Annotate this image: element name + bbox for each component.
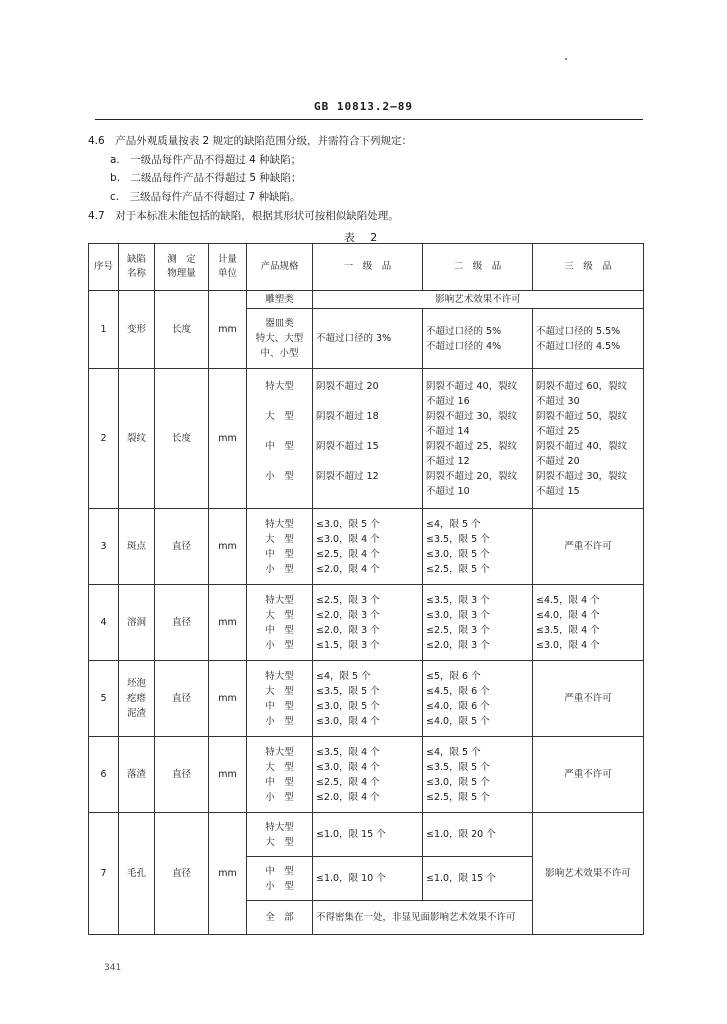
grade-1-value: ≤4，限 5 个 ≤3.5，限 5 个 ≤3.0，限 5 个 ≤3.0，限 4 个 xyxy=(313,661,423,737)
grade-1-value: ≤1.0，限 10 个 xyxy=(313,857,423,901)
defect-name: 坯泡 疙瘩 泥渣 xyxy=(119,661,155,737)
clause-4-6-b: b. 二级品每件产品不得超过 5 种缺陷； xyxy=(110,172,302,184)
table-row xyxy=(89,585,644,661)
spec-small: 中 型 小 型 xyxy=(247,857,313,901)
grade-3-value: 严重不许可 xyxy=(533,509,644,585)
table-title: 表 2 xyxy=(343,231,384,244)
unit: mm xyxy=(209,369,247,509)
table-row xyxy=(89,813,644,857)
grade-1-value: ≤1.0，限 15 个 xyxy=(313,813,423,857)
spec-list: 特大型 大 型 中 型 小 型 xyxy=(247,509,313,585)
clause-4-6-a: a. 一级品每件产品不得超过 4 种缺陷； xyxy=(110,154,302,166)
row-no: 4 xyxy=(89,585,119,661)
spec-all: 全 部 xyxy=(247,901,313,935)
grade-2-value: ≤1.0，限 20 个 xyxy=(423,813,533,857)
measure: 长度 xyxy=(155,369,209,509)
header-spec: 产品规格 xyxy=(247,244,313,291)
row-no: 3 xyxy=(89,509,119,585)
header-unit: 计量 单位 xyxy=(209,244,247,291)
spec-list: 特大型 大 型 中 型 小 型 xyxy=(247,585,313,661)
spec-large: 特大型 大 型 xyxy=(247,813,313,857)
carving-requirement: 影响艺术效果不许可 xyxy=(313,291,644,309)
standard-header: GB 10813.2—89 xyxy=(313,100,414,113)
table-row xyxy=(89,291,644,309)
header-grade-1: 一 级 品 xyxy=(313,244,423,291)
table-header-row xyxy=(89,244,644,291)
table-row xyxy=(89,661,644,737)
spec-carving: 雕塑类 xyxy=(247,291,313,309)
header-grade-2: 二 级 品 xyxy=(423,244,533,291)
grade-1-value: ≤2.5，限 3 个 ≤2.0，限 3 个 ≤2.0，限 3 个 ≤1.5，限 3 个 xyxy=(313,585,423,661)
defect-name: 变形 xyxy=(119,291,155,369)
unit: mm xyxy=(209,291,247,369)
grade-2-value: 阴裂不超过 40，裂纹 不超过 16 阴裂不超过 30，裂纹 不超过 14 阴裂不超过 25，裂纹 不超过 12 阴裂不超过 20，裂纹 不超过 10 xyxy=(423,369,533,509)
header-rule xyxy=(95,119,643,120)
page-number: 341 xyxy=(104,963,122,973)
grade-2-value: ≤5，限 6 个 ≤4.5，限 6 个 ≤4.0，限 6 个 ≤4.0，限 5 个 xyxy=(423,661,533,737)
grade-1-value: 阴裂不超过 20 阴裂不超过 18 阴裂不超过 15 阴裂不超过 12 xyxy=(313,369,423,509)
row-no: 1 xyxy=(89,291,119,369)
unit: mm xyxy=(209,661,247,737)
grade-1-value: 不超过口径的 3% xyxy=(313,309,423,369)
clause-4-6-c: c. 三级品每件产品不得超过 7 种缺陷。 xyxy=(110,191,301,203)
measure: 直径 xyxy=(155,813,209,935)
grade-3-value: 不超过口径的 5.5% 不超过口径的 4.5% xyxy=(533,309,644,369)
spec-list: 特大型 大 型 中 型 小 型 xyxy=(247,661,313,737)
header-grade-3: 三 级 品 xyxy=(533,244,644,291)
header-no: 序号 xyxy=(89,244,119,291)
defect-name: 斑点 xyxy=(119,509,155,585)
measure: 直径 xyxy=(155,661,209,737)
unit: mm xyxy=(209,813,247,935)
measure: 直径 xyxy=(155,585,209,661)
unit: mm xyxy=(209,737,247,813)
table-row xyxy=(89,737,644,813)
spec-vessel: 器皿类 特大、大型 中、小型 xyxy=(247,309,313,369)
grade-3-value: 严重不许可 xyxy=(533,661,644,737)
grade-3-value: ≤4.5，限 4 个 ≤4.0，限 4 个 ≤3.5，限 4 个 ≤3.0，限 4 个 xyxy=(533,585,644,661)
defect-name: 毛孔 xyxy=(119,813,155,935)
clause-4-6: 4.6 产品外观质量按表 2 规定的缺陷范围分级，并需符合下列规定： xyxy=(88,135,413,147)
clause-4-7: 4.7 对于本标准未能包括的缺陷，根据其形状可按相似缺陷处理。 xyxy=(88,210,399,222)
grade-3-value: 严重不许可 xyxy=(533,737,644,813)
grade-2-value: ≤4，限 5 个 ≤3.5，限 5 个 ≤3.0，限 5 个 ≤2.5，限 5 个 xyxy=(423,509,533,585)
spec-list: 特大型 大 型 中 型 小 型 xyxy=(247,737,313,813)
grade-3-value: 影响艺术效果不许可 xyxy=(533,813,644,935)
measure: 直径 xyxy=(155,737,209,813)
row-no: 5 xyxy=(89,661,119,737)
grade-2-value: ≤1.0，限 15 个 xyxy=(423,857,533,901)
defect-name: 裂纹 xyxy=(119,369,155,509)
row-no: 7 xyxy=(89,813,119,935)
grade-1-value: ≤3.5，限 4 个 ≤3.0，限 4 个 ≤2.5，限 4 个 ≤2.0，限 4 个 xyxy=(313,737,423,813)
unit: mm xyxy=(209,585,247,661)
unit: mm xyxy=(209,509,247,585)
measure: 直径 xyxy=(155,509,209,585)
scan-speck xyxy=(565,58,567,60)
measure: 长度 xyxy=(155,291,209,369)
header-measure: 测 定 物理量 xyxy=(155,244,209,291)
header-defect-name: 缺陷 名称 xyxy=(119,244,155,291)
defect-grading-table xyxy=(88,243,644,935)
grade-3-value: 阴裂不超过 60，裂纹 不超过 30 阴裂不超过 50，裂纹 不超过 25 阴裂不超过 40，裂纹 不超过 20 阴裂不超过 30，裂纹 不超过 15 xyxy=(533,369,644,509)
grade-2-value: 不超过口径的 5% 不超过口径的 4% xyxy=(423,309,533,369)
grade-2-value: ≤3.5，限 3 个 ≤3.0，限 3 个 ≤2.5，限 3 个 ≤2.0，限 3 个 xyxy=(423,585,533,661)
grade-2-value: ≤4，限 5 个 ≤3.5，限 5 个 ≤3.0，限 5 个 ≤2.5，限 5 个 xyxy=(423,737,533,813)
defect-name: 落渣 xyxy=(119,737,155,813)
defect-name: 溶洞 xyxy=(119,585,155,661)
table-row xyxy=(89,369,644,509)
all-sizes-requirement: 不得密集在一处，非显见面影响艺术效果不许可 xyxy=(313,901,533,935)
table-row xyxy=(89,509,644,585)
grade-1-value: ≤3.0，限 5 个 ≤3.0，限 4 个 ≤2.5，限 4 个 ≤2.0，限 4 个 xyxy=(313,509,423,585)
spec-list: 特大型 大 型 中 型 小 型 xyxy=(247,369,313,509)
row-no: 2 xyxy=(89,369,119,509)
row-no: 6 xyxy=(89,737,119,813)
